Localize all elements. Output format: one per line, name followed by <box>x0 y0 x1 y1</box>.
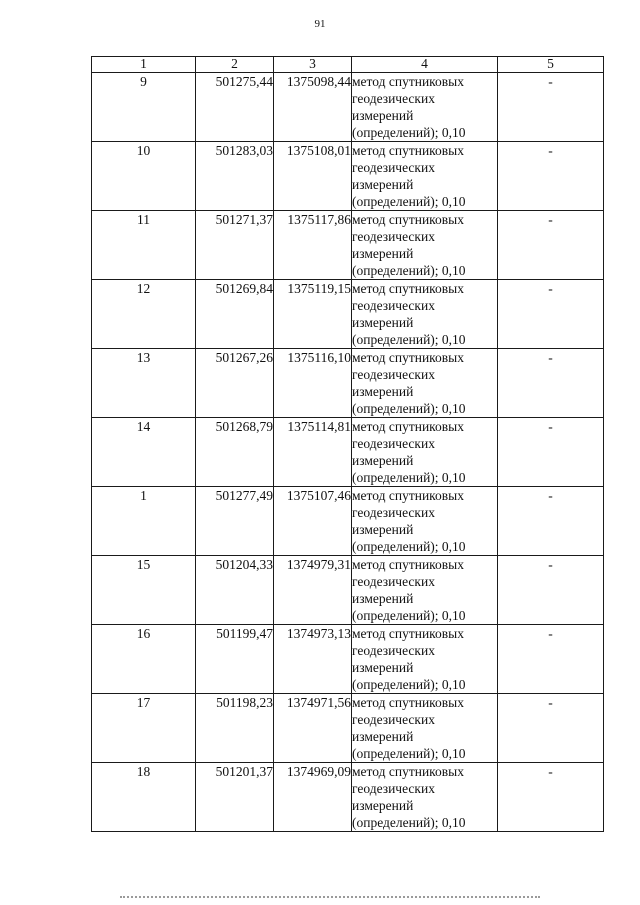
method-line: геодезических <box>352 229 435 244</box>
method-cell <box>352 625 498 694</box>
point-number-cell: 14 <box>92 418 196 487</box>
table-header <box>92 57 604 73</box>
table-body <box>92 73 604 832</box>
header-col-1: 1 <box>92 57 196 73</box>
column-5-cell: - <box>498 556 604 625</box>
page-number: 91 <box>314 18 326 30</box>
table-row <box>92 556 604 625</box>
point-number-cell: 12 <box>92 280 196 349</box>
table-row <box>92 625 604 694</box>
column-5-cell: - <box>498 280 604 349</box>
y-coordinate-cell: 1374969,09 <box>274 763 352 832</box>
method-line: метод спутниковых <box>352 419 464 434</box>
method-line: метод спутниковых <box>352 74 464 89</box>
method-line: измерений <box>352 729 414 744</box>
x-coordinate-cell: 501283,03 <box>196 142 274 211</box>
x-coordinate-cell: 501271,37 <box>196 211 274 280</box>
method-cell <box>352 280 498 349</box>
method-line: геодезических <box>352 160 435 175</box>
method-line: (определений); 0,10 <box>352 608 466 623</box>
column-5-cell: - <box>498 487 604 556</box>
method-line: измерений <box>352 798 414 813</box>
table-row <box>92 694 604 763</box>
method-line: геодезических <box>352 574 435 589</box>
method-line: (определений); 0,10 <box>352 194 466 209</box>
table-row <box>92 349 604 418</box>
y-coordinate-cell: 1375098,44 <box>274 73 352 142</box>
method-line: метод спутниковых <box>352 281 464 296</box>
y-coordinate-cell: 1375117,86 <box>274 211 352 280</box>
point-number-cell: 18 <box>92 763 196 832</box>
method-line: измерений <box>352 384 414 399</box>
y-coordinate-cell: 1375119,15 <box>274 280 352 349</box>
header-col-3: 3 <box>274 57 352 73</box>
method-line: метод спутниковых <box>352 212 464 227</box>
method-line: геодезических <box>352 298 435 313</box>
table-row <box>92 763 604 832</box>
point-number-cell: 11 <box>92 211 196 280</box>
point-number-cell: 10 <box>92 142 196 211</box>
method-line: геодезических <box>352 367 435 382</box>
column-5-cell: - <box>498 694 604 763</box>
method-line: метод спутниковых <box>352 626 464 641</box>
point-number-cell: 16 <box>92 625 196 694</box>
y-coordinate-cell: 1374979,31 <box>274 556 352 625</box>
method-line: метод спутниковых <box>352 764 464 779</box>
method-line: метод спутниковых <box>352 557 464 572</box>
method-line: измерений <box>352 177 414 192</box>
header-col-5: 5 <box>498 57 604 73</box>
method-line: измерений <box>352 591 414 606</box>
method-line: измерений <box>352 660 414 675</box>
method-line: (определений); 0,10 <box>352 470 466 485</box>
point-number-cell: 17 <box>92 694 196 763</box>
column-5-cell: - <box>498 349 604 418</box>
header-col-4: 4 <box>352 57 498 73</box>
method-line: (определений); 0,10 <box>352 815 466 830</box>
table-row <box>92 211 604 280</box>
point-number-cell: 13 <box>92 349 196 418</box>
x-coordinate-cell: 501199,47 <box>196 625 274 694</box>
method-cell <box>352 556 498 625</box>
y-coordinate-cell: 1374973,13 <box>274 625 352 694</box>
method-line: (определений); 0,10 <box>352 746 466 761</box>
y-coordinate-cell: 1375114,81 <box>274 418 352 487</box>
method-cell <box>352 73 498 142</box>
method-line: (определений); 0,10 <box>352 401 466 416</box>
method-cell <box>352 487 498 556</box>
method-line: геодезических <box>352 505 435 520</box>
method-cell <box>352 349 498 418</box>
method-line: измерений <box>352 108 414 123</box>
method-line: метод спутниковых <box>352 695 464 710</box>
column-5-cell: - <box>498 142 604 211</box>
column-5-cell: - <box>498 418 604 487</box>
y-coordinate-cell: 1375116,10 <box>274 349 352 418</box>
table-row <box>92 487 604 556</box>
method-cell <box>352 694 498 763</box>
header-col-2: 2 <box>196 57 274 73</box>
x-coordinate-cell: 501275,44 <box>196 73 274 142</box>
method-line: метод спутниковых <box>352 350 464 365</box>
column-5-cell: - <box>498 211 604 280</box>
y-coordinate-cell: 1375107,46 <box>274 487 352 556</box>
method-line: метод спутниковых <box>352 143 464 158</box>
table-row <box>92 73 604 142</box>
x-coordinate-cell: 501201,37 <box>196 763 274 832</box>
x-coordinate-cell: 501269,84 <box>196 280 274 349</box>
point-number-cell: 15 <box>92 556 196 625</box>
method-line: (определений); 0,10 <box>352 125 466 140</box>
table-row <box>92 280 604 349</box>
column-5-cell: - <box>498 763 604 832</box>
method-line: геодезических <box>352 91 435 106</box>
header-row <box>92 57 604 73</box>
x-coordinate-cell: 501268,79 <box>196 418 274 487</box>
method-cell <box>352 211 498 280</box>
method-line: измерений <box>352 246 414 261</box>
method-line: (определений); 0,10 <box>352 539 466 554</box>
table-row <box>92 142 604 211</box>
coordinates-table <box>91 56 604 832</box>
x-coordinate-cell: 501204,33 <box>196 556 274 625</box>
method-line: геодезических <box>352 781 435 796</box>
method-line: геодезических <box>352 712 435 727</box>
method-line: (определений); 0,10 <box>352 263 466 278</box>
method-line: измерений <box>352 522 414 537</box>
method-line: измерений <box>352 315 414 330</box>
method-line: (определений); 0,10 <box>352 332 466 347</box>
method-line: метод спутниковых <box>352 488 464 503</box>
column-5-cell: - <box>498 625 604 694</box>
point-number-cell: 1 <box>92 487 196 556</box>
column-5-cell: - <box>498 73 604 142</box>
method-line: геодезических <box>352 436 435 451</box>
method-cell <box>352 142 498 211</box>
x-coordinate-cell: 501198,23 <box>196 694 274 763</box>
method-line: геодезических <box>352 643 435 658</box>
y-coordinate-cell: 1375108,01 <box>274 142 352 211</box>
method-line: (определений); 0,10 <box>352 677 466 692</box>
table-row <box>92 418 604 487</box>
method-line: измерений <box>352 453 414 468</box>
x-coordinate-cell: 501277,49 <box>196 487 274 556</box>
method-cell <box>352 763 498 832</box>
scan-artifact-line <box>120 896 540 901</box>
y-coordinate-cell: 1374971,56 <box>274 694 352 763</box>
point-number-cell: 9 <box>92 73 196 142</box>
method-cell <box>352 418 498 487</box>
x-coordinate-cell: 501267,26 <box>196 349 274 418</box>
